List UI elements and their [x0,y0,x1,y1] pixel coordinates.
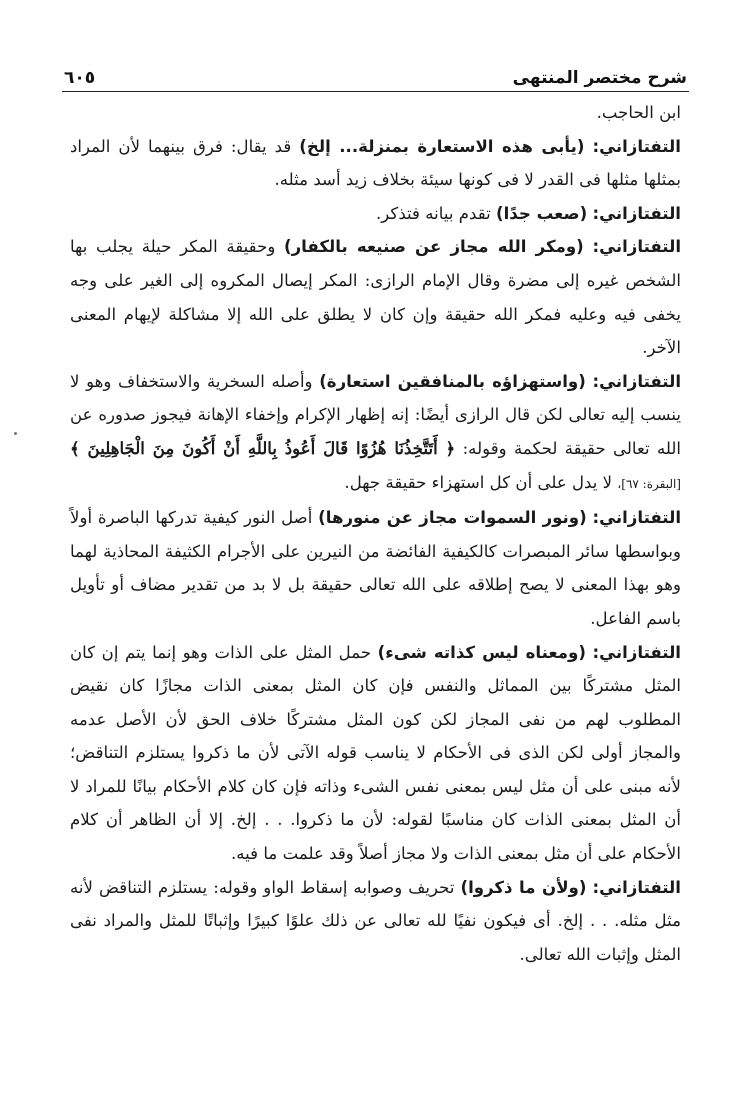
commentator-name: التفتازاني: [592,237,682,257]
paragraph-text: حمل المثل على الذات وهو إنما يتم إن كان المثل مشتركًا بين المماثل والنفس فإن كان المثل بمعنى الذات مجازًا كان نقيض المطلوب لهم من نفى المجاز لكن كون المثل مشتركًا خلاف الحق لأن الأصل عدمه والمجاز أولى لكن الذى فى الأحكام لا يناسب قوله الآتى لأن ما ذكروا يستلزم التناقض؛ لأنه مبنى على أن مثل ليس بمعنى نفس الشىء وذاته فإن كان كلام الأحكام بيانًا للمراد لا أن المثل بمعنى الذات كان مناسبًا لقوله: لأن ما ذكروا. . . إلخ. إلا أن الظاهر أن كلام الأحكام على أن مثل بمعنى الذات ولا مجاز أصلاً وقد علمت ما فيه. [70,642,681,864]
running-title: شرح مختصر المنتهى [512,68,687,88]
quran-verse: ﴿ أَتَتَّخِذُنَا هُزُوًا قَالَ أَعُوذُ بِاللَّهِ أَنْ أَكُونَ مِنَ الْجَاهِلِينَ ﴾ [70,437,456,458]
quoted-phrase: (يأبى هذه الاستعارة بمنزلة... إلخ) [299,136,585,156]
paragraph-text: قد يقال: فرق بينهما لأن المراد بمثلها مثلها فى القدر لا فى كونها سيئة بخلاف زيد أسد مثله. [70,136,681,190]
paragraph-text: أصل النور كيفية تدركها الباصرة أولاً وبواسطها سائر المبصرات كالكيفية الفائضة من النيرين على الأجرام الكثيفة المحاذية لهما وهو بهذا المعنى لا يصح إطلاقه على الله تعالى حقيقة بل لا بد من تقدير مضاف أو تأويل باسم الفاعل. [70,508,681,628]
quoted-phrase: (واستهزاؤه بالمنافقين استعارة) [319,371,586,391]
paragraph-text-tail: لا يدل على أن كل استهزاء حقيقة جهل. [344,472,613,492]
margin-dot [14,432,17,435]
paragraph [70,636,681,871]
paragraph [70,130,681,197]
quoted-phrase: (ولأن ما ذكروا) [460,877,587,897]
paragraph [70,230,681,364]
paragraph [70,871,681,972]
paragraph-text: ابن الحاجب. [596,103,681,122]
quoted-phrase: (ومعناه ليس كذاته شىء) [377,642,586,662]
commentator-name: التفتازاني: [592,371,682,391]
paragraph-text: تقدم بيانه فتذكر. [376,203,491,223]
commentator-name: التفتازاني: [592,136,681,156]
quoted-phrase: (صعب جدًا) [496,203,588,223]
verse-reference: [البقرة: ٦٧]، [617,476,681,491]
paragraph-text: وحقيقة المكر حيلة يجلب بها الشخص غيره إلى مضرة وقال الإمام الرازى: المكر إيصال المكروه إلى الغير على وجه يخفى فيه وعليه فمكر الله حقيقة وإن كان لا يطلق على الله إلا مشاكلة لإيهام المعنى الآخر. [70,237,681,358]
paragraph [70,96,681,130]
commentator-name: التفتازاني: [592,877,681,897]
body-text [70,96,681,971]
header-divider [62,91,689,92]
commentator-name: التفتازاني: [592,642,681,662]
page-header [64,58,687,88]
page-number: ٦٠٥ [64,68,96,88]
commentator-name: التفتازاني: [592,203,681,223]
commentator-name: التفتازاني: [592,508,682,528]
paragraph-text: تحريف وصوابه إسقاط الواو وقوله: يستلزم التناقض لأنه مثل مثله. . . إلخ. أى فيكون نفيًا لله تعالى عن ذلك علوًا كبيرًا وإثباتًا للمثل والمراد نفى المثل وإثبات الله تعالى. [70,877,681,964]
quoted-phrase: (ومكر الله مجاز عن صنيعه بالكفار) [284,237,584,257]
paragraph [70,365,681,501]
quoted-phrase: (ونور السموات مجاز عن منورها) [318,508,587,528]
paragraph [70,197,681,231]
paragraph-text: وأصله السخرية والاستخفاف وهو لا ينسب إليه تعالى لكن قال الرازى أيضًا: إنه إظهار الإكرام وإخفاء الإهانة فيجوز صدوره عن الله تعالى حقيقة لحكمة وقوله: [70,371,681,458]
paragraph [70,501,681,635]
